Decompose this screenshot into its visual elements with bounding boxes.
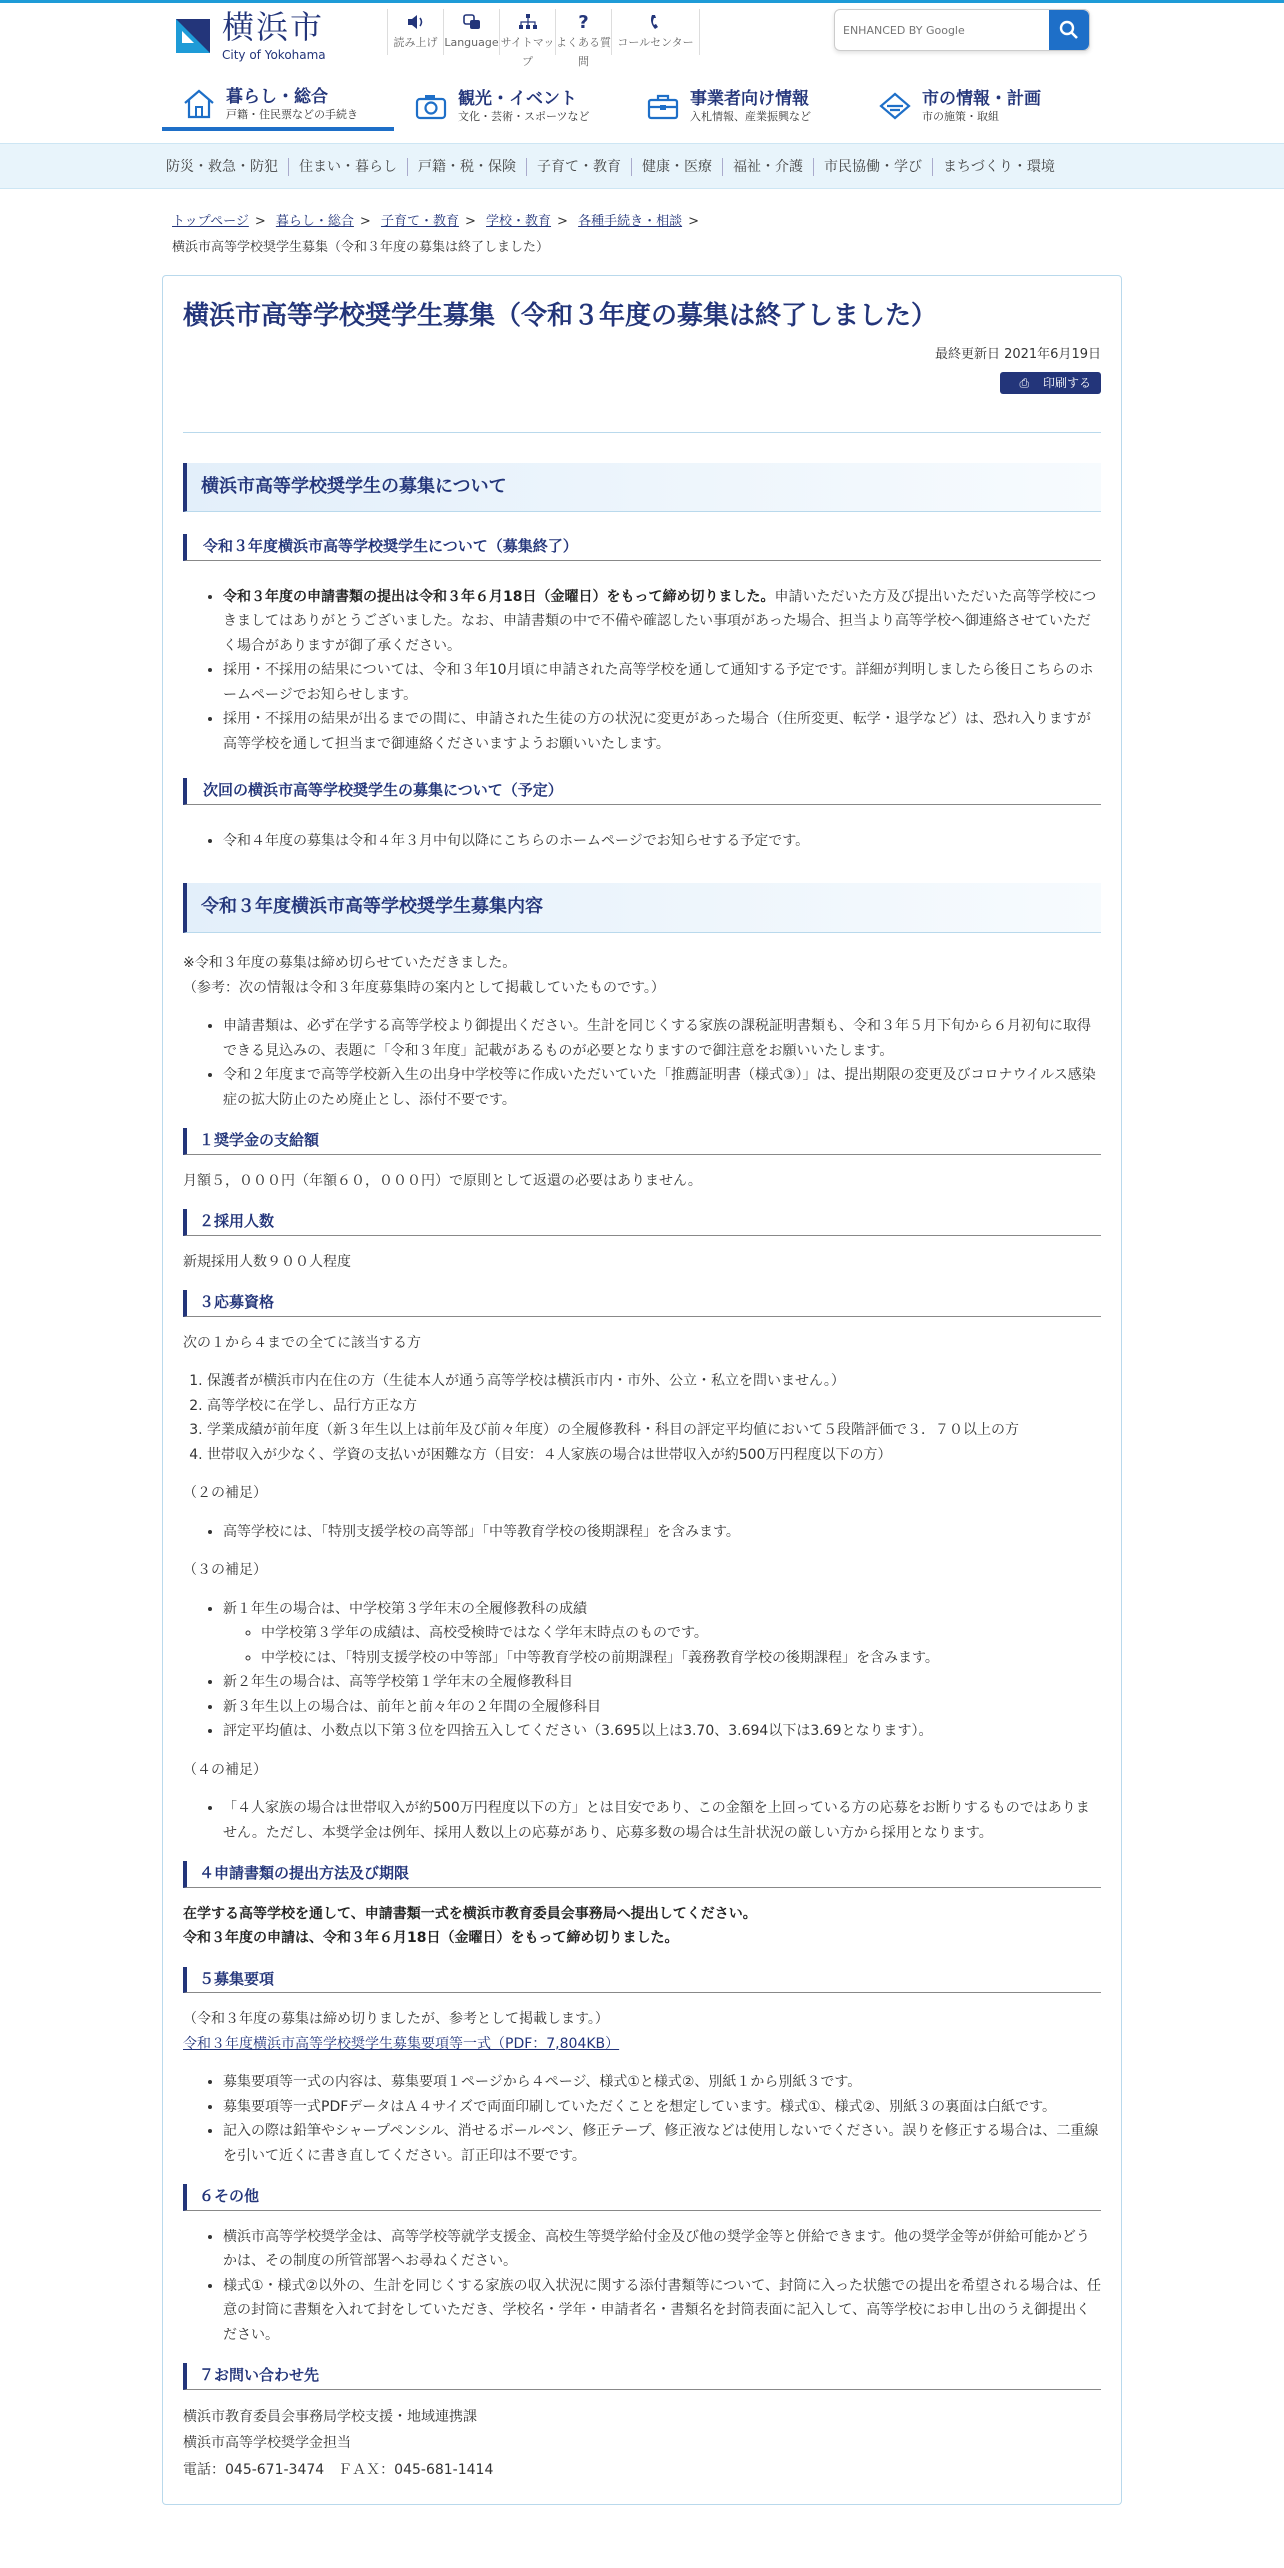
notice-list	[183, 1014, 1101, 1112]
breadcrumb-link[interactable]: 学校・教育	[486, 214, 552, 229]
language-link[interactable]	[444, 9, 500, 55]
notice-list	[183, 585, 1101, 757]
briefcase-icon	[646, 90, 680, 122]
category-link[interactable]: 防災・救急・防犯	[162, 158, 289, 176]
category-link[interactable]: 子育て・教育	[527, 158, 632, 176]
camera-icon	[414, 90, 448, 122]
search-icon	[1059, 20, 1079, 40]
breadcrumb: トップページ > 暮らし・総合 > 子育て・教育 > 学校・教育 > 各種手続き・相談 > 横浜市高等学校奨学生募集（令和３年度の募集は終了しました）	[172, 214, 699, 255]
eligibility-list	[183, 1369, 1101, 1467]
item-heading: ４申請書類の提出方法及び期限	[183, 1861, 1101, 1888]
list-item: • 新１年生の場合は、中学校第３学年末の全履修教科の成績 ◦ 中学校第３学年の成績は、高校受検時ではなく学年末時点のものです。 ◦ 中学校には、「特別支援学校の中等部」「中等教育学校の前期課程」「義務教育学校の後期課程」を含みます。	[223, 1597, 1101, 1671]
gnav-title: 事業者向け情報	[690, 88, 809, 109]
breadcrumb-link[interactable]: トップページ	[172, 214, 249, 229]
gnav-sub: 市の施策・取組	[922, 109, 999, 123]
gnav-business[interactable]	[626, 81, 858, 131]
list-item: • 令和４年度の募集は令和４年３月中旬以降にこちらのホームページでお知らせする予定です。	[223, 829, 1101, 854]
list-item: ◦ 中学校第３学年の成績は、高校受検時ではなく学年末時点のものです。	[261, 1621, 1101, 1646]
item-heading: ３応募資格	[183, 1290, 1101, 1317]
category-link[interactable]: 住まい・暮らし	[289, 158, 408, 176]
item-heading: ２採用人数	[183, 1209, 1101, 1236]
utility-label: よくある質問	[556, 36, 611, 69]
gnav-tourism[interactable]	[394, 81, 626, 131]
gnav-sub: 戸籍・住民票などの手続き	[226, 107, 358, 121]
gnav-sub: 文化・芸術・スポーツなど	[458, 109, 590, 123]
list-item: 4. 世帯収入が少なく、学資の支払いが困難な方（目安：４人家族の場合は世帯収入が約500万円程度以下の方）	[207, 1443, 1101, 1468]
subsection-heading: 次回の横浜市高等学校奨学生の募集について（予定）	[183, 778, 1101, 805]
contact-phone: 電話：045-671-3474 ＦＡＸ：045-681-1414	[183, 2461, 494, 2478]
utility-nav	[387, 9, 700, 69]
category-link[interactable]: まちづくり・環境	[943, 158, 1055, 175]
supplement-list	[183, 1520, 1101, 1545]
paragraph: （２の補足）	[183, 1485, 267, 1502]
gnav-title: 暮らし・総合	[226, 86, 328, 107]
sitemap-icon	[500, 13, 555, 33]
category-link[interactable]: 福祉・介護	[723, 158, 814, 176]
utility-label: コールセンター	[617, 36, 694, 49]
category-link[interactable]: 健康・医療	[632, 158, 723, 176]
print-label: 印刷する	[1042, 376, 1091, 391]
list-item: • 令和２年度まで高等学校新入生の出身中学校等に作成いただいていた「推薦証明書（様式③）」は、提出期限の変更及びコロナウイルス感染症の拡大防止のため廃止とし、添付不要です。	[223, 1063, 1101, 1112]
search-button[interactable]	[1049, 10, 1089, 50]
breadcrumb-current: 横浜市高等学校奨学生募集（令和３年度の募集は終了しました）	[172, 240, 550, 255]
page-title: 横浜市高等学校奨学生募集（令和３年度の募集は終了しました）	[183, 301, 938, 331]
gnav-living[interactable]	[162, 81, 394, 131]
gnav-title: 観光・イベント	[458, 88, 577, 109]
faq-link[interactable]	[556, 9, 612, 69]
breadcrumb-link[interactable]: 各種手続き・相談	[578, 214, 683, 229]
house-icon	[182, 88, 216, 120]
guideline-list	[183, 2070, 1101, 2168]
item-heading: １奨学金の支給額	[183, 1128, 1101, 1155]
list-item: • 申請書類は、必ず在学する高等学校より御提出ください。生計を同じくする家族の課税証明書類も、令和３年５月下旬から６月初旬に取得できる見込みの、表題に「令和３年度」記載があるものが必要となりますので御注意をお願いいたします。	[223, 1014, 1101, 1063]
breadcrumb-link[interactable]: 暮らし・総合	[275, 214, 354, 229]
site-search	[834, 9, 1090, 51]
list-item: • 横浜市高等学校奨学金は、高等学校等就学支援金、高校生等奨学給付金及び他の奨学金等と併給できます。他の奨学金等が併給可能かどうかは、その制度の所管部署へお尋ねください。	[223, 2225, 1101, 2274]
list-item: • 採用・不採用の結果が出るまでの間に、申請された生徒の方の状況に変更があった場合（住所変更、転学・退学など）は、恐れ入りますが高等学校を通して担当まで御連絡くださいますようお願いいたします。	[223, 707, 1101, 756]
note: （参考：次の情報は令和３年度募集時の案内として掲載していたものです。）	[183, 979, 665, 996]
list-item: 1. 保護者が横浜市内在住の方（生徒本人が通う高等学校は横浜市内・市外、公立・私立を問いません。）	[207, 1369, 1101, 1394]
list-item: • 募集要項等一式の内容は、募集要項１ページから４ページ、様式①と様式②、別紙１から別紙３です。	[223, 2070, 1101, 2095]
paragraph: 令和３年度の申請は、令和３年６月18日（金曜日）をもって締め切りました。	[183, 1930, 679, 1947]
logo-name-en: City of Yokohama	[222, 48, 326, 62]
breadcrumb-link[interactable]: 子育て・教育	[380, 214, 459, 229]
paragraph: 月額５，０００円（年額６０，０００円）で原則として返還の必要はありません。	[183, 1172, 702, 1189]
site-header	[162, 3, 1122, 71]
phone-icon	[612, 13, 699, 33]
utility-label: サイトマップ	[500, 36, 555, 69]
contact-team: 横浜市高等学校奨学金担当	[183, 2435, 351, 2452]
utility-label: Language	[444, 36, 499, 49]
other-list	[183, 2225, 1101, 2348]
notice-list	[183, 829, 1101, 854]
paragraph: （令和３年度の募集は締め切りましたが、参考として掲載します。）	[183, 2011, 609, 2028]
list-item: • 新３年生以上の場合は、前年と前々年の２年間の全履修科目	[223, 1695, 1101, 1720]
paragraph: 次の１から４までの全てに該当する方	[183, 1334, 421, 1351]
list-item: • 令和３年度の申請書類の提出は令和３年６月18日（金曜日）をもって締め切りました。申請いただいた方及び提出いただいた高等学校につきましてはありがとうございました。なお、申請書類の中で不備や確認したい事項があった場合、担当より高等学校へ御連絡させていただく場合がありますが御了承ください。	[223, 585, 1101, 659]
last-updated: 最終更新日 2021年6月19日	[934, 347, 1101, 363]
gnav-city-info[interactable]	[858, 81, 1090, 131]
global-nav	[162, 81, 1122, 143]
item-heading: ５募集要項	[183, 1967, 1101, 1994]
pdf-download-link[interactable]: 令和３年度横浜市高等学校奨学生募集要項等一式（PDF：7,804KB）	[183, 2035, 620, 2052]
section-heading: 横浜市高等学校奨学生の募集について	[183, 463, 1101, 513]
speaker-icon	[388, 13, 443, 33]
site-logo[interactable]	[172, 8, 326, 66]
call-center-link[interactable]	[612, 9, 700, 55]
list-item: • 記入の際は鉛筆やシャープペンシル、消せるボールペン、修正テープ、修正液などは使用しないでください。誤りを修正する場合は、二重線を引いて近くに書き直してください。訂正印は不要です。	[223, 2119, 1101, 2168]
list-item: • 新２年生の場合は、高等学校第１学年末の全履修教科目	[223, 1670, 1101, 1695]
category-link[interactable]: 市民協働・学び	[814, 158, 933, 176]
question-icon: ?	[578, 12, 589, 33]
category-nav	[0, 143, 1284, 189]
list-item: • 「４人家族の場合は世帯収入が約500万円程度以下の方」とは目安であり、この金額を上回っている方の応募をお断りするものではありません。ただし、本奨学金は例年、採用人数以上の応募があり、応募多数の場合は生計状況の厳しい方から採用となります。	[223, 1796, 1101, 1845]
sitemap-link[interactable]	[500, 9, 556, 69]
list-item: • 評定平均値は、小数点以下第３位を四捨五入してください（3.695以上は3.70、3.694以下は3.69となります）。	[223, 1719, 1101, 1744]
language-icon	[444, 13, 499, 33]
utility-label: 読み上げ	[393, 36, 438, 49]
subsection-heading: 令和３年度横浜市高等学校奨学生について（募集終了）	[183, 534, 1101, 561]
yokohama-mark-icon	[172, 13, 214, 65]
list-item: 2. 高等学校に在学し、品行方正な方	[207, 1394, 1101, 1419]
paragraph: 在学する高等学校を通して、申請書類一式を横浜市教育委員会事務局へ提出してください。	[183, 1905, 757, 1922]
section-heading: 令和３年度横浜市高等学校奨学生募集内容	[183, 883, 1101, 933]
divider	[183, 432, 1101, 433]
category-link[interactable]: 戸籍・税・保険	[408, 158, 527, 176]
contact-dept: 横浜市教育委員会事務局学校支援・地域連携課	[183, 2408, 477, 2425]
list-item: • 高等学校には、「特別支援学校の高等部」「中等教育学校の後期課程」を含みます。	[223, 1520, 1101, 1545]
paragraph: 新規採用人数９００人程度	[183, 1253, 351, 1270]
print-button[interactable]	[1000, 372, 1101, 394]
paragraph: （３の補足）	[183, 1562, 267, 1579]
logo-name-jp: 横浜市	[222, 8, 325, 46]
item-heading: ６その他	[183, 2184, 1101, 2211]
search-input[interactable]	[835, 12, 1049, 48]
list-item: • 募集要項等一式PDFデータはＡ４サイズで両面印刷していただくことを想定しています。様式①、様式②、別紙３の裏面は白紙です。	[223, 2095, 1101, 2120]
note: ※令和３年度の募集は締め切らせていただきました。	[183, 955, 517, 972]
list-item: • 採用・不採用の結果については、令和３年10月頃に申請された高等学校を通して通知する予定です。詳細が判明しましたら後日こちらのホームページでお知らせします。	[223, 658, 1101, 707]
supplement-list	[183, 1597, 1101, 1744]
supplement-list	[183, 1796, 1101, 1845]
main-content	[162, 275, 1122, 2505]
list-item: ◦ 中学校には、「特別支援学校の中等部」「中等教育学校の前期課程」「義務教育学校の後期課程」を含みます。	[261, 1646, 1101, 1671]
list-item: 3. 学業成績が前年度（新３年生以上は前年及び前々年度）の全履修教科・科目の評定平均値において５段階評価で３．７０以上の方	[207, 1418, 1101, 1443]
item-heading: ７お問い合わせ先	[183, 2363, 1101, 2390]
paragraph: （４の補足）	[183, 1761, 267, 1778]
city-info-icon	[878, 90, 912, 122]
gnav-sub: 入札情報、産業振興など	[690, 109, 811, 123]
list-item: • 様式①・様式②以外の、生計を同じくする家族の収入状況に関する添付書類等について、封筒に入った状態での提出を希望される場合は、任意の封筒に書類を入れて封をしていただき、学校名・学年・申請者名・書類名を封筒表面に記入して、高等学校にお申し出のうえ御提出ください。	[223, 2274, 1101, 2348]
gnav-title: 市の情報・計画	[922, 88, 1041, 109]
read-aloud-link[interactable]	[388, 9, 444, 55]
printer-icon: ⎙	[1010, 372, 1040, 394]
